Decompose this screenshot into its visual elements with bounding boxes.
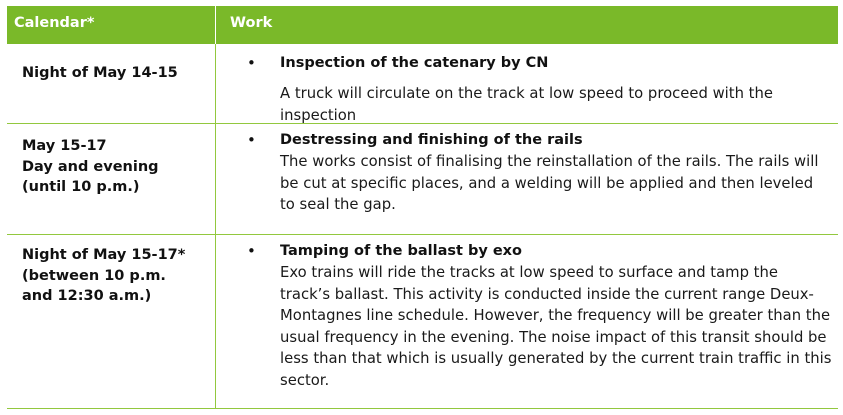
table-row [7, 44, 838, 124]
bullet-icon: • [247, 54, 256, 72]
header-calendar: Calendar* [7, 6, 216, 44]
work-title: Tamping of the ballast by exo [280, 243, 522, 259]
calendar-text: Night of May 15-17* (between 10 p.m. and 12:30 a.m.) [22, 247, 186, 304]
work-cell [216, 44, 838, 123]
calendar-cell [7, 235, 216, 408]
calendar-text: May 15-17 Day and evening (until 10 p.m.) [22, 138, 159, 195]
bullet-icon: • [247, 131, 256, 149]
work-cell [216, 124, 838, 234]
table-row [7, 124, 838, 235]
table-row [7, 235, 838, 409]
schedule-table [7, 6, 838, 409]
bullet-icon: • [247, 242, 256, 260]
work-item [216, 44, 838, 126]
calendar-text: Night of May 14-15 [22, 65, 178, 81]
header-work: Work [230, 15, 273, 31]
calendar-cell [7, 124, 216, 234]
table-header-row [7, 6, 838, 44]
work-title: Inspection of the catenary by CN [280, 55, 549, 71]
work-description: Exo trains will ride the tracks at low speed to surface and tamp the track’s ballast. This activity is conducted inside the current range Deux-Montagnes line schedule. However, the frequency will be greater than the usual frequency in the evening. The noise impact of this transit should be less than that which is usually generated by the current train traffic in this sector. [280, 264, 832, 389]
work-item [216, 235, 838, 391]
work-cell [216, 235, 838, 408]
work-description: The works consist of finalising the reinstallation of the rails. The rails will be cut at specific places, and a welding will be applied and then leveled to seal the gap. [280, 153, 819, 213]
calendar-cell [7, 44, 216, 123]
work-title: Destressing and finishing of the rails [280, 132, 583, 148]
work-item [216, 124, 838, 216]
work-description: A truck will circulate on the track at low speed to proceed with the inspection [280, 85, 773, 124]
